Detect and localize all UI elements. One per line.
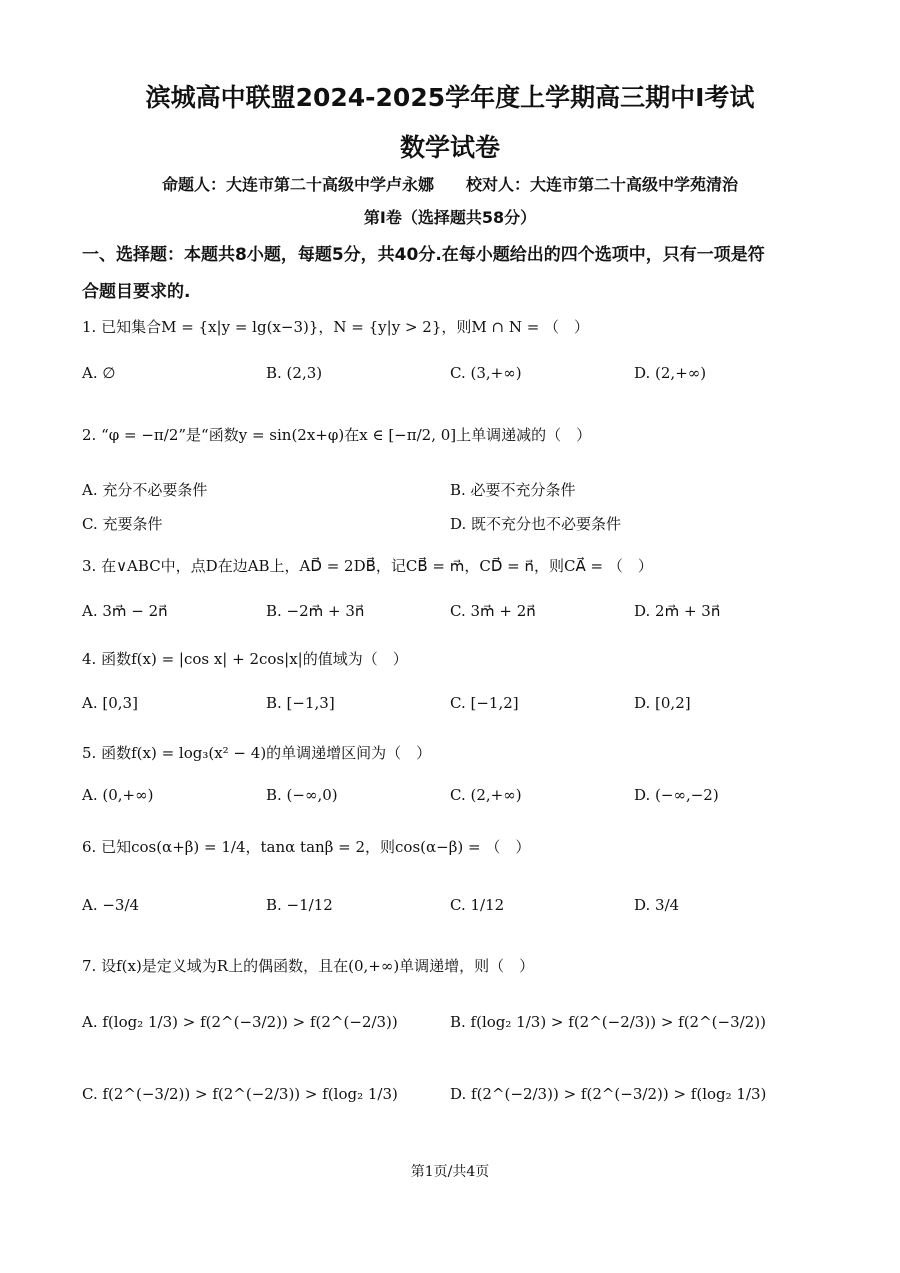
q5-option-c: C. (2,+∞): [450, 786, 522, 804]
question-6-stem: 6. 已知cos(α+β) = 1/4，tanα tanβ = 2，则cos(α−β) = （ ）: [82, 838, 531, 856]
q3-option-d: D. 2m⃗ + 3n⃗: [634, 602, 721, 620]
q6-option-d: D. 3/4: [634, 896, 680, 914]
q1-option-c: C. (3,+∞): [450, 364, 522, 382]
question-5-stem: 5. 函数f(x) = log₃(x² − 4)的单调递增区间为（ ）: [82, 744, 432, 762]
q2-option-d: D. 既不充分也不必要条件: [450, 515, 622, 533]
question-4-stem: 4. 函数f(x) = |cos x| + 2cos|x|的值域为（ ）: [82, 650, 408, 668]
question-2-stem: 2. “φ = −π/2”是“函数y = sin(2x+φ)在x ∈ [−π/2, 0]上单调递减的（ ）: [82, 426, 592, 444]
q5-option-a: A. (0,+∞): [82, 786, 154, 804]
q4-option-c: C. [−1,2]: [450, 694, 519, 712]
question-3-stem: 3. 在∨ABC中，点D在边AB上，AD⃗ = 2DB⃗，记CB⃗ = m⃗，CD⃗ = n⃗，则CA⃗ = （ ）: [82, 557, 653, 575]
q3-option-c: C. 3m⃗ + 2n⃗: [450, 602, 536, 620]
section-instruction-line1: 一、选择题：本题共8小题，每题5分，共40分.在每小题给出的四个选项中，只有一项是符: [82, 245, 765, 265]
exam-title: 滨城高中联盟2024-2025学年度上学期高三期中Ⅰ考试: [145, 83, 755, 112]
authors-line: 命题人：大连市第二十高级中学卢永娜 校对人：大连市第二十高级中学苑清治: [161, 175, 738, 194]
section-instruction-line2: 合题目要求的.: [82, 282, 191, 302]
q6-option-c: C. 1/12: [450, 896, 505, 914]
question-7-stem: 7. 设f(x)是定义域为R上的偶函数，且在(0,+∞)单调递增，则（ ）: [82, 957, 535, 975]
q3-option-b: B. −2m⃗ + 3n⃗: [266, 602, 365, 620]
q2-option-c: C. 充要条件: [82, 515, 163, 533]
q1-option-d: D. (2,+∞): [634, 364, 707, 382]
q1-option-a: A. ∅: [82, 364, 116, 382]
q7-option-a: A. f(log₂ 1/3) > f(2^(−3/2)) > f(2^(−2/3)): [82, 1013, 398, 1031]
q4-option-d: D. [0,2]: [634, 694, 691, 712]
exam-subtitle: 数学试卷: [399, 133, 500, 162]
q4-option-b: B. [−1,3]: [266, 694, 335, 712]
q7-option-b: B. f(log₂ 1/3) > f(2^(−2/3)) > f(2^(−3/2)): [450, 1013, 766, 1031]
question-1-stem: 1. 已知集合M = {x|y = lg(x−3)}，N = {y|y > 2}，则M ∩ N = （ ）: [82, 318, 590, 336]
q5-option-d: D. (−∞,−2): [634, 786, 719, 804]
q1-option-b: B. (2,3): [266, 364, 323, 382]
q4-option-a: A. [0,3]: [82, 694, 138, 712]
q6-option-b: B. −1/12: [266, 896, 333, 914]
q7-option-c: C. f(2^(−3/2)) > f(2^(−2/3)) > f(log₂ 1/3): [82, 1085, 398, 1103]
q7-option-d: D. f(2^(−2/3)) > f(2^(−3/2)) > f(log₂ 1/3): [450, 1085, 767, 1103]
q2-option-a: A. 充分不必要条件: [82, 481, 208, 499]
q2-option-b: B. 必要不充分条件: [450, 481, 576, 499]
q5-option-b: B. (−∞,0): [266, 786, 338, 804]
q6-option-a: A. −3/4: [82, 896, 140, 914]
part-heading: 第Ⅰ卷（选择题共58分）: [363, 208, 537, 227]
q3-option-a: A. 3m⃗ − 2n⃗: [82, 602, 168, 620]
page-footer: 第1页/共4页: [410, 1164, 490, 1180]
